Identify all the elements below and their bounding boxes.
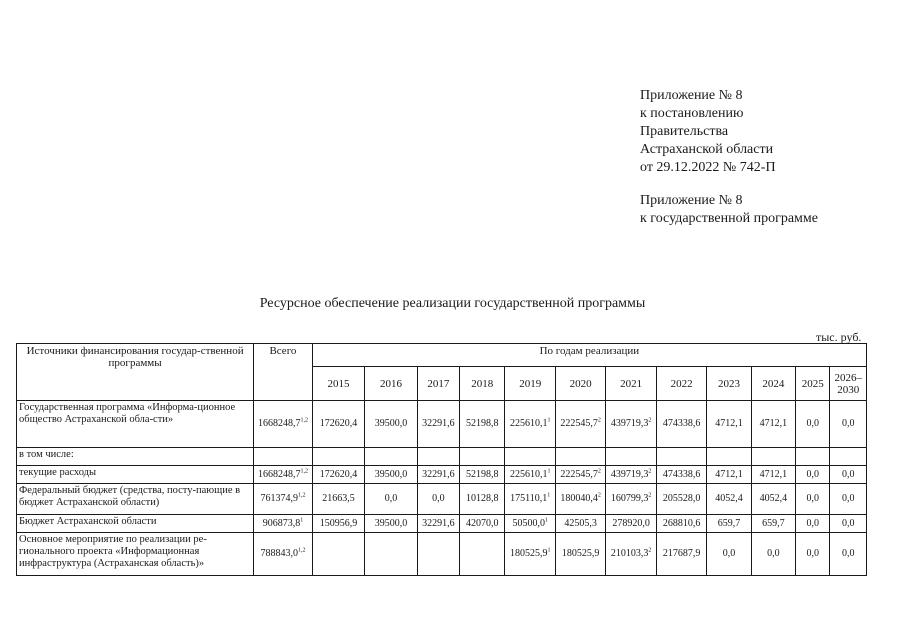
cell-value: 439719,3 [610,468,649,480]
value-cell [254,533,313,576]
header-year: 2019 [505,367,555,401]
table-row [17,401,867,448]
table-row [17,515,867,533]
cell-value: 0,0 [841,548,855,559]
cell-value: 205528,0 [662,493,701,504]
approval-line: Астраханской области [640,142,774,157]
cell-value: 268810,6 [662,517,701,529]
value-cell [460,448,505,466]
header-year: 2025 [796,367,830,401]
cell-footnote-mark: 1 [300,517,304,524]
value-cell [417,448,459,466]
cell-value: 0,0 [841,468,855,480]
cell-value: 4712,1 [715,468,743,480]
cell-value: 39500,0 [374,468,408,480]
cell-footnote-mark: 2 [648,492,652,499]
cell-value: 4712,1 [759,418,788,429]
value-cell [365,484,417,515]
value-cell [656,466,706,484]
document-title: Ресурсное обеспечение реализации государственной программы [259,296,646,311]
cell-value: 4712,1 [715,418,743,429]
cell-value: 172620,4 [319,468,358,480]
value-cell [555,484,605,515]
cell-value: 150956,9 [319,517,358,529]
value-cell [707,401,751,448]
cell-value: 0,0 [841,517,855,529]
value-cell [606,484,656,515]
cell-footnote-mark: 2 [597,492,601,499]
header-year: 2021 [606,367,656,401]
header-year: 2017 [417,367,459,401]
table-row [17,533,867,576]
value-cell [606,466,656,484]
cell-value: 52198,8 [466,418,499,429]
header-source: Источники финансирования государ-ственной программы [17,344,254,401]
cell-value: 39500,0 [374,418,408,429]
value-cell [312,401,364,448]
row-label: Федеральный бюджет (средства, посту-пающие в бюджет Астраханской области) [17,484,254,515]
value-cell [751,466,795,484]
value-cell [707,533,751,576]
value-cell [312,515,364,533]
value-cell [312,466,364,484]
cell-value: 160799,3 [610,493,649,504]
value-cell [796,484,830,515]
header-year: 2024 [751,367,795,401]
header-year: 2026–2030 [830,367,867,401]
cell-value: 1668248,7 [257,418,301,429]
cell-value: 0,0 [432,493,445,504]
value-cell [254,401,313,448]
table-header-row [17,344,867,367]
unit-label: тыс. руб. [816,330,862,344]
cell-value: 4712,1 [759,468,788,480]
cell-value: 0,0 [806,468,820,480]
value-cell [796,448,830,466]
value-cell [505,484,555,515]
cell-value: 4052,4 [715,493,743,504]
cell-value: 0,0 [841,493,855,504]
value-cell [555,401,605,448]
value-cell [417,466,459,484]
value-cell [830,533,867,576]
cell-value: 222545,7 [560,418,598,429]
table-row [17,466,867,484]
cell-footnote-mark: 1,2 [297,547,306,554]
header-total: Всего [254,344,313,401]
cell-value: 788843,0 [260,548,298,559]
approval-line: Приложение № 8 [640,193,743,208]
cell-value: 0,0 [384,493,398,504]
cell-value: 222545,7 [560,468,598,480]
row-label: Основное мероприятие по реализации ре-гионального проекта «Информационная инфраструктура (Астраханская область)» [17,533,254,576]
row-label: текущие расходы [17,466,254,484]
cell-value: 0,0 [722,548,736,559]
value-cell [751,448,795,466]
table-row [17,484,867,515]
value-cell [254,448,313,466]
value-cell [555,515,605,533]
cell-value: 32291,6 [422,517,455,529]
value-cell [505,466,555,484]
value-cell [365,466,417,484]
value-cell [707,448,751,466]
value-cell [365,515,417,533]
value-cell [505,515,555,533]
header-year: 2022 [656,367,706,401]
value-cell [830,466,867,484]
cell-footnote-mark: 2 [597,417,601,424]
cell-value: 180040,4 [560,493,598,504]
approval-line: к государственной программе [640,211,818,226]
value-cell [606,448,656,466]
cell-footnote-mark: 2 [597,468,601,475]
value-cell [417,484,459,515]
value-cell [830,448,867,466]
value-cell [417,515,459,533]
cell-value: 210103,3 [610,548,649,559]
value-cell [505,533,555,576]
value-cell [365,448,417,466]
header-year: 2016 [365,367,417,401]
value-cell [254,466,313,484]
cell-value: 0,0 [806,418,820,429]
cell-value: 0,0 [806,493,820,504]
value-cell [417,401,459,448]
cell-value: 474338,6 [662,468,701,480]
cell-value: 39500,0 [374,517,408,529]
table-row [17,448,867,466]
row-label: Государственная программа «Информа-ционное общество Астраханской обла-сти» [17,401,254,448]
value-cell [751,533,795,576]
cell-value: 32291,6 [422,468,455,480]
cell-value: 21663,5 [322,493,355,504]
cell-footnote-mark: 1 [547,492,551,499]
cell-value: 0,0 [806,548,820,559]
value-cell [656,515,706,533]
approval-line: Правительства [640,124,729,139]
cell-value: 42070,0 [466,517,499,529]
cell-value: 10128,8 [466,493,499,504]
value-cell [254,515,313,533]
header-year: 2020 [555,367,605,401]
value-cell [796,515,830,533]
value-cell [796,466,830,484]
header-year: 2018 [460,367,505,401]
value-cell [555,533,605,576]
cell-value: 761374,9 [260,493,298,504]
cell-value: 225610,1 [509,468,548,480]
value-cell [460,466,505,484]
cell-value: 439719,3 [610,418,649,429]
value-cell [606,401,656,448]
value-cell [460,515,505,533]
value-cell [707,515,751,533]
cell-value: 217687,9 [662,548,701,559]
cell-footnote-mark: 1,2 [300,468,308,475]
cell-value: 0,0 [767,548,780,559]
value-cell [312,484,364,515]
value-cell [505,448,555,466]
value-cell [606,533,656,576]
cell-footnote-mark: 1 [547,547,551,554]
cell-value: 4052,4 [759,493,788,504]
value-cell [751,515,795,533]
cell-value: 52198,8 [466,468,499,480]
approval-block-decree [640,87,776,177]
approval-line: Приложение № 8 [640,88,743,103]
cell-value: 180525,9 [509,548,548,559]
value-cell [656,401,706,448]
cell-value: 0,0 [841,418,855,429]
approval-block-program [640,192,818,228]
value-cell [460,484,505,515]
value-cell [751,484,795,515]
value-cell [505,401,555,448]
value-cell [555,466,605,484]
cell-footnote-mark: 2 [648,547,652,554]
value-cell [312,448,364,466]
cell-value: 225610,1 [509,418,548,429]
header-year: 2023 [707,367,751,401]
header-by-years: По годам реализации [312,344,866,367]
value-cell [312,533,364,576]
cell-value: 659,7 [717,517,741,529]
value-cell [555,448,605,466]
value-cell [830,401,867,448]
value-cell [796,401,830,448]
value-cell [707,484,751,515]
cell-value: 175110,1 [510,493,548,504]
cell-value: 474338,6 [662,418,701,429]
cell-footnote-mark: 1 [547,468,551,475]
value-cell [751,401,795,448]
cell-value: 0,0 [806,517,820,529]
cell-footnote-mark: 1 [544,517,548,524]
value-cell [460,533,505,576]
cell-value: 42505,3 [564,517,597,529]
cell-value: 32291,6 [422,418,455,429]
cell-footnote-mark: 1 [547,417,551,424]
value-cell [830,515,867,533]
table-body [17,401,867,576]
value-cell [460,401,505,448]
cell-value: 172620,4 [319,418,358,429]
value-cell [656,484,706,515]
cell-value: 659,7 [762,517,785,529]
value-cell [796,533,830,576]
value-cell [830,484,867,515]
value-cell [606,515,656,533]
value-cell [365,533,417,576]
value-cell [417,533,459,576]
financing-table [16,343,867,576]
cell-value: 180525,9 [561,548,600,559]
cell-footnote-mark: 2 [648,468,652,475]
approval-line: к постановлению [640,106,744,121]
cell-value: 906873,8 [262,517,301,529]
cell-footnote-mark: 1,2 [297,492,306,499]
value-cell [656,448,706,466]
cell-footnote-mark: 1,2 [300,417,308,424]
header-year: 2015 [312,367,364,401]
value-cell [707,466,751,484]
row-label: Бюджет Астраханской области [17,515,254,533]
approval-line: от 29.12.2022 № 742-П [640,160,776,175]
value-cell [254,484,313,515]
cell-value: 50500,0 [512,517,545,529]
row-label: в том числе: [17,448,254,466]
value-cell [656,533,706,576]
cell-footnote-mark: 2 [648,417,652,424]
cell-value: 1668248,7 [257,468,301,480]
value-cell [365,401,417,448]
cell-value: 278920,0 [612,517,650,529]
